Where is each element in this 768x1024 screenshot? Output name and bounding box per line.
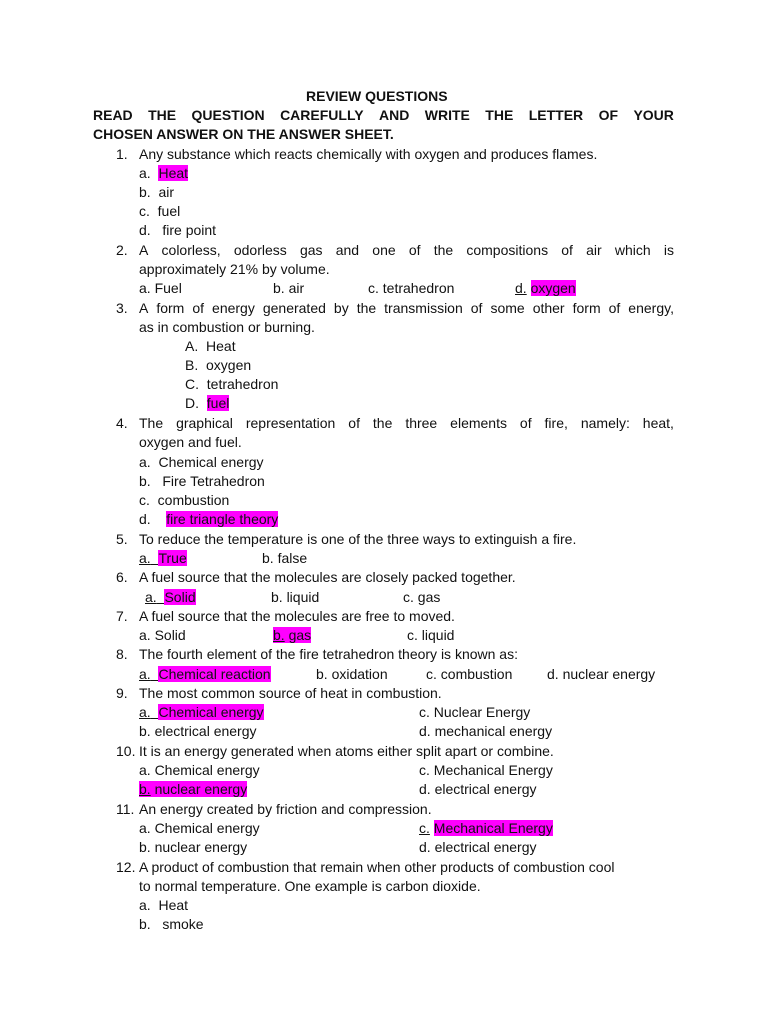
question-12-number: 12. — [116, 859, 136, 875]
q7-option-a: a. Solid — [139, 627, 186, 643]
q10-option-c: c. Mechanical Energy — [419, 762, 553, 778]
q4-option-d: d. fire triangle theory — [139, 511, 279, 527]
q9-option-c: c. Nuclear Energy — [419, 704, 531, 720]
selected-answer-highlight: Chemical reaction — [158, 666, 271, 682]
justified-word: the — [356, 300, 377, 316]
q2-option-a: a. Fuel — [139, 280, 182, 296]
question-4-line-2: oxygen and fuel. — [139, 434, 242, 450]
justified-word: THE — [485, 107, 514, 123]
justified-word: The — [139, 415, 164, 431]
justified-word: elements — [450, 415, 507, 431]
justified-word: READ — [93, 107, 133, 123]
question-7-number: 7. — [116, 608, 128, 624]
question-6-number: 6. — [116, 569, 128, 585]
q10-option-a: a. Chemical energy — [139, 762, 260, 778]
justified-word: by — [333, 300, 349, 316]
q11-option-d: d. electrical energy — [419, 839, 537, 855]
q12-option-b: b. smoke — [139, 916, 204, 932]
justified-word: compositions — [466, 242, 549, 258]
question-7-text: A fuel source that the molecules are free to moved. — [139, 608, 455, 624]
question-1-number: 1. — [116, 146, 128, 162]
q11-option-b: b. nuclear energy — [139, 839, 248, 855]
question-5-text: To reduce the temperature is one of the three ways to extinguish a fire. — [139, 531, 577, 547]
q12-option-a: a. Heat — [139, 897, 189, 913]
question-2-line-2: approximately 21% by volume. — [139, 261, 330, 277]
q1-option-b: b. air — [139, 184, 175, 200]
justified-word: form — [572, 300, 601, 316]
justified-word: YOUR — [633, 107, 674, 123]
selected-answer-highlight: Heat — [158, 165, 189, 181]
justified-word: QUESTION — [191, 107, 265, 123]
justified-word: of — [561, 242, 573, 258]
q7-option-c: c. liquid — [407, 627, 455, 643]
q5-option-b: b. false — [262, 550, 308, 566]
selected-answer-highlight: Mechanical Energy — [433, 820, 553, 836]
q9-option-b: b. electrical energy — [139, 723, 257, 739]
q6-option-c: c. gas — [403, 589, 441, 605]
q9-option-a: a. Chemical energy — [139, 704, 264, 720]
instructions-line-2: CHOSEN ANSWER ON THE ANSWER SHEET. — [93, 126, 394, 142]
q8-option-d: d. nuclear energy — [547, 666, 656, 682]
question-9-number: 9. — [116, 685, 128, 701]
q4-option-a: a. Chemical energy — [139, 454, 264, 470]
q11-option-c: c. Mechanical Energy — [419, 820, 553, 836]
justified-word: graphical — [176, 415, 233, 431]
justified-word: of — [408, 242, 421, 258]
justified-word: three — [405, 415, 438, 431]
justified-word: is — [663, 242, 674, 258]
q4-option-c: c. combustion — [139, 492, 230, 508]
justified-word: A — [139, 242, 149, 258]
question-11-number: 11. — [116, 801, 135, 817]
justified-word: and — [335, 242, 360, 258]
q8-option-a: a. Chemical reaction — [139, 666, 271, 682]
justified-word: LETTER — [528, 107, 584, 123]
justified-word: fire, — [544, 415, 568, 431]
justified-word: generated — [262, 300, 326, 316]
justified-word: of — [608, 300, 621, 316]
justified-word: energy — [212, 300, 255, 316]
q1-option-c: c. fuel — [139, 203, 181, 219]
justified-word: transmission — [384, 300, 463, 316]
page-title: REVIEW QUESTIONS — [306, 88, 448, 104]
selected-answer-highlight: b. nuclear energy — [139, 781, 248, 797]
q2-option-b: b. air — [273, 280, 305, 296]
q11-option-a: a. Chemical energy — [139, 820, 260, 836]
q10-option-b — [139, 780, 247, 799]
q3-option-b: B. oxygen — [185, 357, 252, 373]
q1-option-a: a. Heat — [139, 165, 189, 181]
q7-option-b — [273, 626, 311, 645]
question-2-number: 2. — [116, 242, 128, 258]
question-4-line-1 — [139, 414, 674, 433]
q8-option-c: c. combustion — [426, 666, 513, 682]
selected-answer-highlight: Chemical energy — [158, 704, 264, 720]
q5-option-a: a. True — [139, 550, 187, 566]
question-10-text: It is an energy generated when atoms either split apart or combine. — [139, 743, 554, 759]
q4-option-b: b. Fire Tetrahedron — [139, 473, 265, 489]
q10-option-d: d. electrical energy — [419, 781, 537, 797]
justified-word: AND — [378, 107, 410, 123]
question-8-number: 8. — [116, 646, 128, 662]
justified-word: the — [372, 415, 393, 431]
justified-word: odorless — [233, 242, 287, 258]
q3-option-d: D. fuel — [185, 395, 230, 411]
selected-answer-highlight: Solid — [164, 589, 196, 605]
justified-word: OF — [598, 107, 619, 123]
question-12-line-1: A product of combustion that remain when other products of combustion cool — [139, 859, 615, 875]
justified-word: representation — [245, 415, 336, 431]
question-12-line-2: to normal temperature. One example is carbon dioxide. — [139, 878, 481, 894]
question-6-text: A fuel source that the molecules are closely packed together. — [139, 569, 516, 585]
q6-option-a: a. Solid — [145, 589, 196, 605]
justified-word: A — [139, 300, 149, 316]
question-8-text: The fourth element of the fire tetrahedron theory is known as: — [139, 646, 518, 662]
justified-word: one — [372, 242, 396, 258]
question-9-text: The most common source of heat in combustion. — [139, 685, 442, 701]
question-4-number: 4. — [116, 415, 128, 431]
question-1-text: Any substance which reacts chemically with oxygen and produces flames. — [139, 146, 598, 162]
question-3-number: 3. — [116, 300, 128, 316]
question-5-number: 5. — [116, 531, 128, 547]
justified-word: form — [156, 300, 185, 316]
justified-word: air — [586, 242, 602, 258]
q2-option-c: c. tetrahedron — [368, 280, 455, 296]
instructions-line-1 — [93, 106, 674, 125]
question-11-text: An energy created by friction and compression. — [139, 801, 432, 817]
justified-word: some — [490, 300, 525, 316]
justified-word: of — [192, 300, 205, 316]
justified-word: namely: — [580, 415, 630, 431]
q1-option-d: d. fire point — [139, 222, 217, 238]
justified-word: heat, — [642, 415, 674, 431]
justified-word: the — [433, 242, 454, 258]
selected-answer-highlight: fuel — [206, 395, 230, 411]
justified-word: of — [348, 415, 360, 431]
justified-word: WRITE — [424, 107, 470, 123]
question-3-line-2: as in combustion or burning. — [139, 319, 315, 335]
question-10-number: 10. — [116, 743, 136, 759]
justified-word: which — [614, 242, 651, 258]
selected-answer-highlight: fire triangle theory — [166, 511, 279, 527]
selected-answer-highlight: b. gas — [273, 627, 312, 643]
justified-word: other — [532, 300, 565, 316]
justified-word: of — [470, 300, 483, 316]
q3-option-c: C. tetrahedron — [185, 376, 279, 392]
selected-answer-highlight: oxygen — [530, 280, 576, 296]
justified-word: gas — [299, 242, 323, 258]
justified-word: CAREFULLY — [280, 107, 364, 123]
question-3-line-1 — [139, 299, 674, 318]
q2-option-d: d. oxygen — [515, 280, 576, 296]
q8-option-b: b. oxidation — [316, 666, 388, 682]
justified-word: THE — [148, 107, 177, 123]
justified-word: colorless, — [161, 242, 221, 258]
selected-answer-highlight: True — [158, 550, 187, 566]
q3-option-a: A. Heat — [185, 338, 236, 354]
q9-option-d: d. mechanical energy — [419, 723, 553, 739]
q6-option-b: b. liquid — [271, 589, 320, 605]
justified-word: energy, — [628, 300, 674, 316]
question-2-line-1 — [139, 241, 674, 260]
justified-word: of — [519, 415, 532, 431]
